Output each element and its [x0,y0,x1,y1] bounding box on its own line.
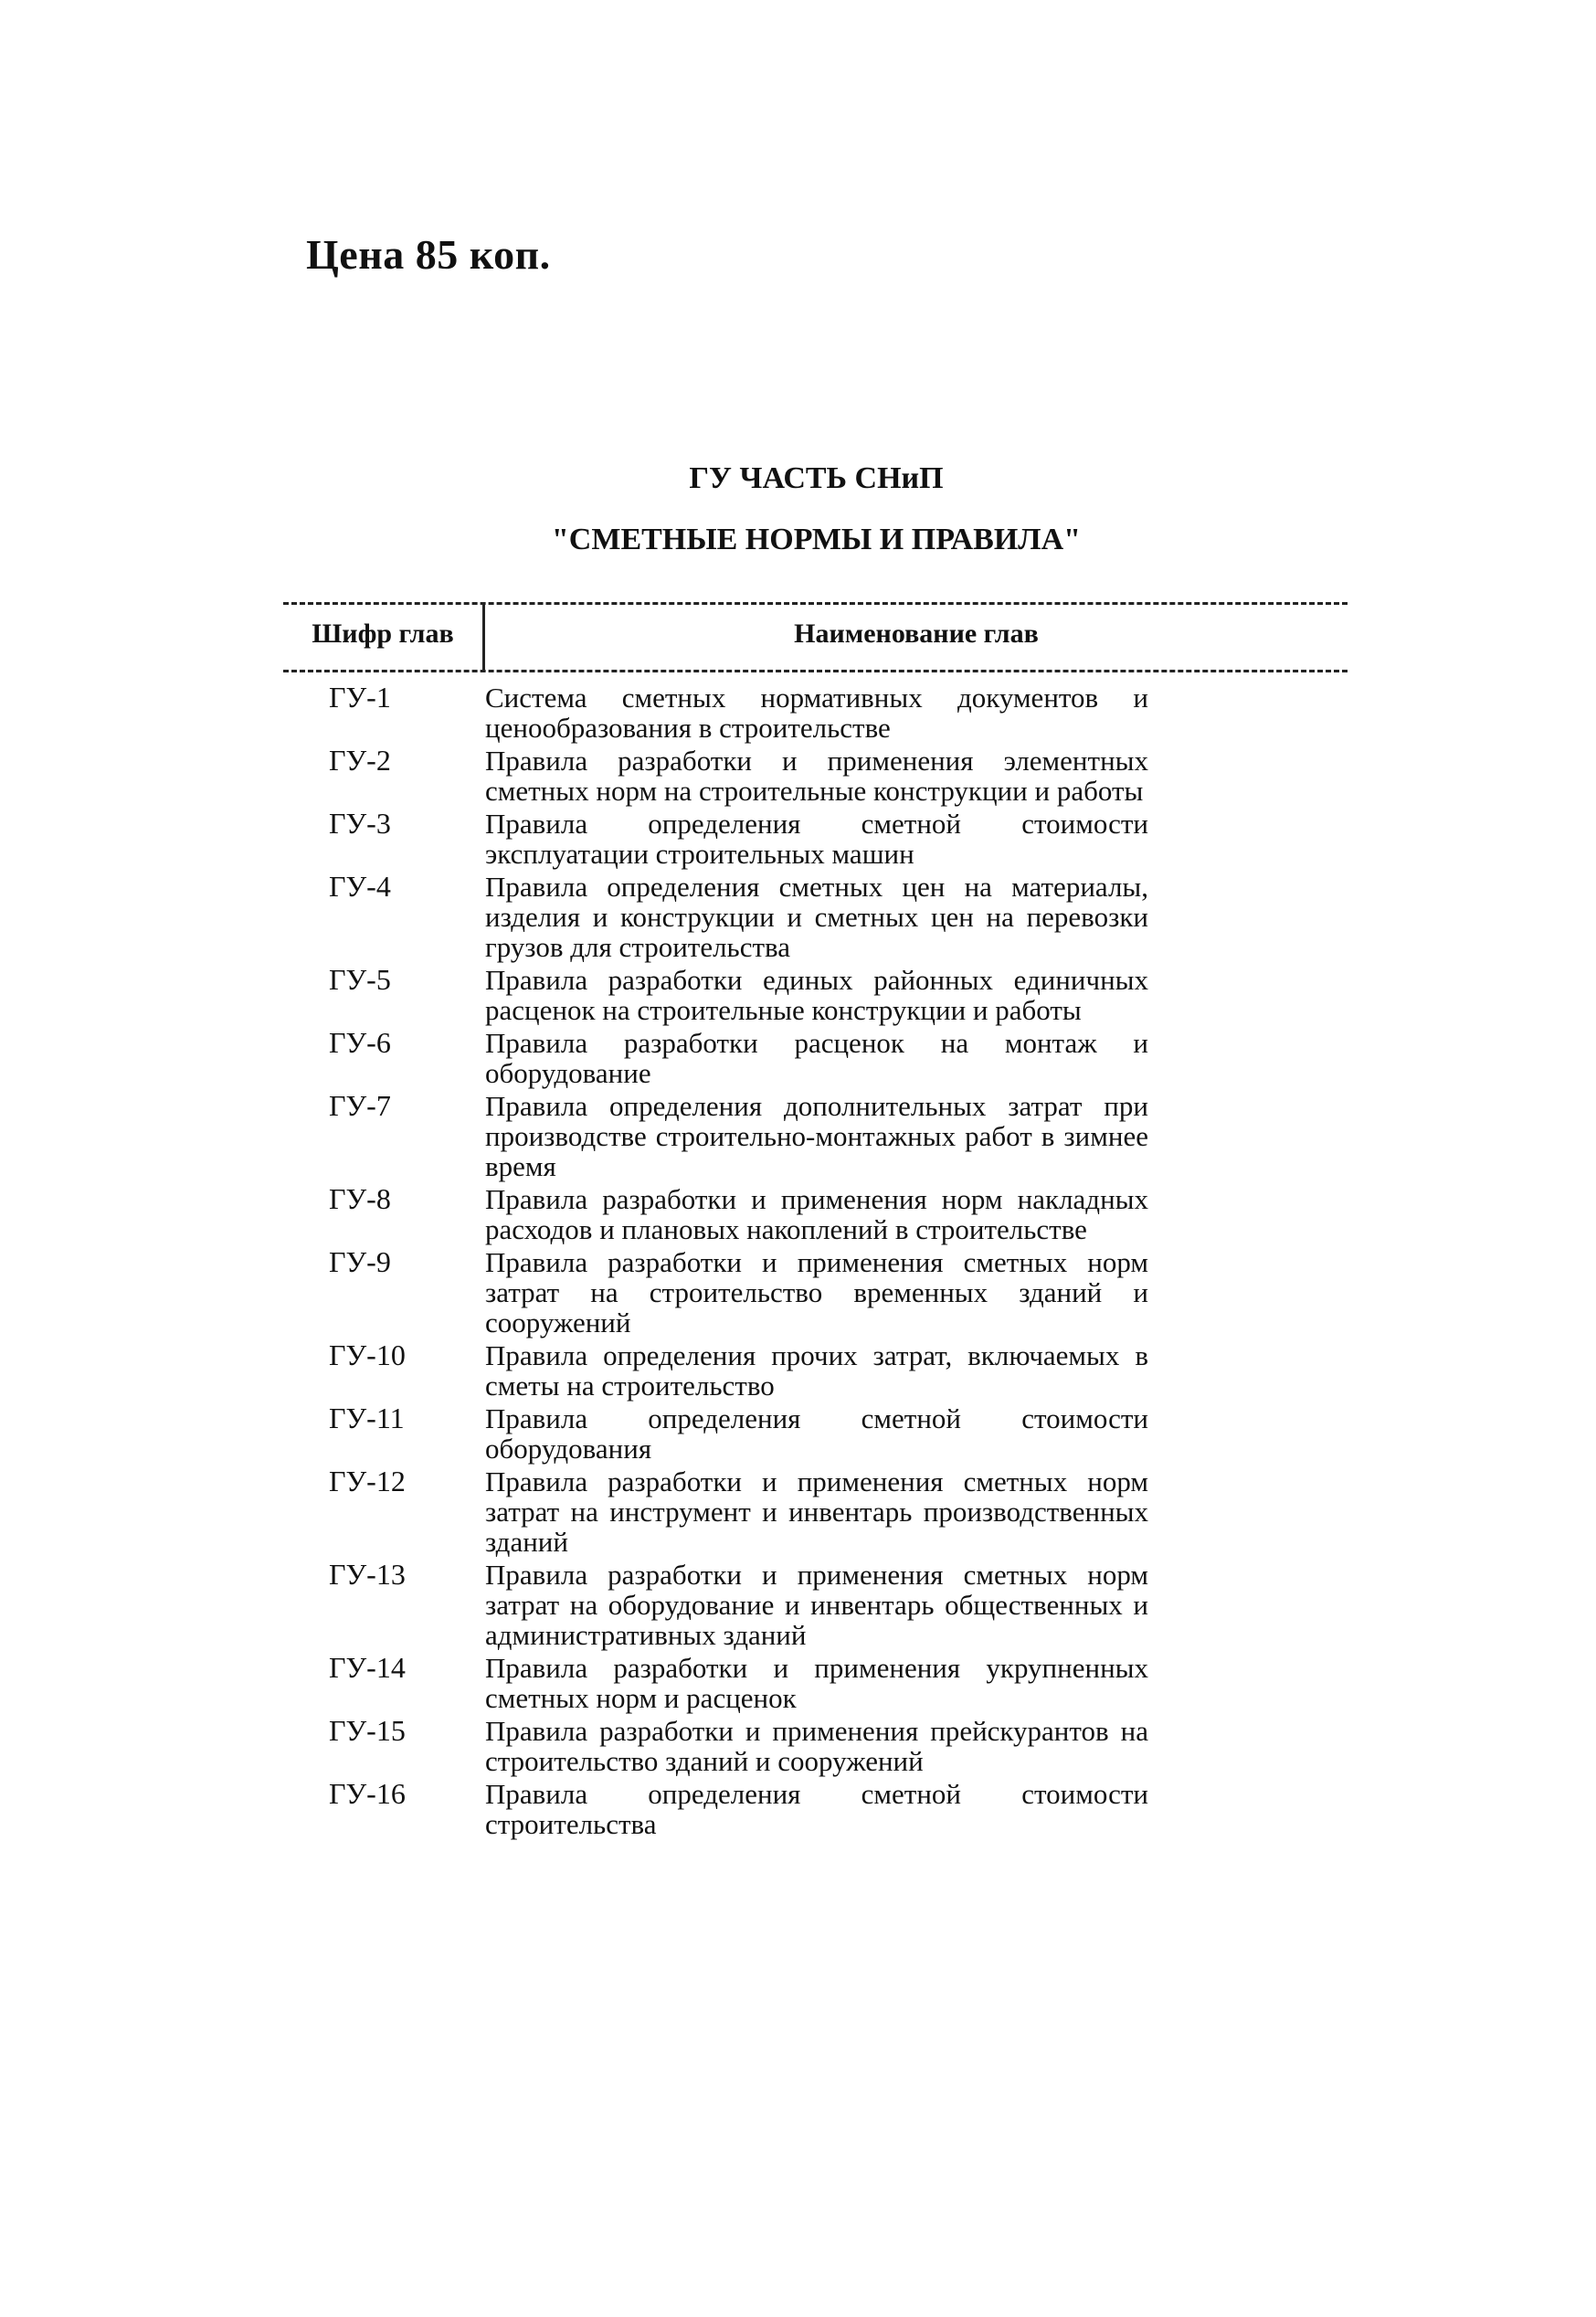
chapter-code: ГУ-6 [329,1026,391,1059]
table-header-rule [283,670,1348,672]
chapter-name: Правила разработки и применения норм накладных расходов и плановых накоплений в строительстве [485,1183,1148,1245]
column-header-name: Наименование глав [794,619,1039,649]
part-subtitle: "СМЕТНЫЕ НОРМЫ И ПРАВИЛА" [551,523,1082,556]
table-row [283,1716,1348,1776]
chapter-code: ГУ-16 [329,1777,406,1810]
chapter-name: Правила разработки и применения элементных сметных норм на строительные конструкции и работы [485,745,1148,807]
chapter-name: Правила определения прочих затрат, включаемых в сметы на строительство [485,1339,1148,1402]
table-row [283,1560,1348,1650]
chapter-name: Правила разработки и применения сметных норм затрат на строительство временных зданий и сооружений [485,1246,1148,1338]
chapter-code: ГУ-1 [329,681,391,714]
table-row [283,1028,1348,1088]
chapter-name: Правила определения дополнительных затрат при производстве строительно-монтажных работ в зимнее время [485,1090,1148,1182]
chapter-name: Правила определения сметной стоимости строительства [485,1778,1148,1840]
table-row [283,872,1348,962]
chapter-code: ГУ-15 [329,1714,406,1747]
chapter-name: Правила разработки и применения прейскурантов на строительство зданий и сооружений [485,1715,1148,1777]
chapter-code: ГУ-3 [329,807,391,840]
chapter-code: ГУ-10 [329,1338,406,1371]
table-row [283,1403,1348,1464]
chapter-code: ГУ-9 [329,1245,391,1278]
part-title: ГУ ЧАСТЬ СНиП [689,461,944,495]
price-label: Цена 85 коп. [306,231,551,278]
column-header-code: Шифр глав [312,619,454,649]
chapter-name: Правила определения сметных цен на материалы, изделия и конструкции и сметных цен на перевозки грузов для строительства [485,871,1148,963]
chapter-code: ГУ-11 [329,1402,405,1434]
chapter-code: ГУ-2 [329,744,391,777]
chapter-name: Правила определения сметной стоимости оборудования [485,1402,1148,1465]
chapter-code: ГУ-5 [329,963,391,996]
table-row [283,1247,1348,1338]
table-row [283,682,1348,743]
chapter-name: Правила разработки расценок на монтаж и оборудование [485,1027,1148,1089]
chapter-name: Правила определения сметной стоимости эксплуатации строительных машин [485,808,1148,870]
chapter-name: Правила разработки и применения сметных норм затрат на инструмент и инвентарь производственных зданий [485,1465,1148,1558]
chapter-code: ГУ-4 [329,870,391,903]
table-row [283,1340,1348,1401]
chapter-name: Правила разработки и применения сметных норм затрат на оборудование и инвентарь общественных и административных зданий [485,1559,1148,1651]
table-row [283,1653,1348,1713]
table-top-rule [283,602,1348,605]
table-row [283,1779,1348,1839]
chapter-name: Правила разработки и применения укрупненных сметных норм и расценок [485,1652,1148,1714]
table-body [283,682,1348,1842]
table-row [283,1184,1348,1244]
table-row [283,809,1348,869]
chapter-code: ГУ-13 [329,1558,406,1591]
chapter-code: ГУ-8 [329,1182,391,1215]
chapter-code: ГУ-14 [329,1651,406,1684]
table-row [283,746,1348,806]
chapter-name: Система сметных нормативных документов и ценообразования в строительстве [485,682,1148,744]
chapter-name: Правила разработки единых районных единичных расценок на строительные конструкции и работы [485,964,1148,1026]
chapter-code: ГУ-12 [329,1465,406,1497]
table-row [283,1091,1348,1181]
table-row [283,1466,1348,1557]
chapter-code: ГУ-7 [329,1089,391,1122]
table-row [283,965,1348,1025]
